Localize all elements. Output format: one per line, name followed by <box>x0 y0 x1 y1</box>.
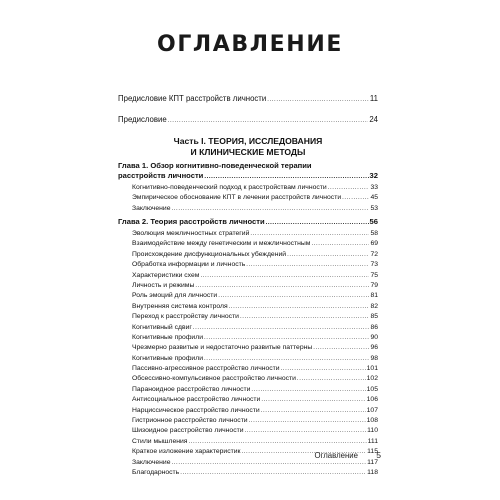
toc-entry[interactable] <box>118 204 378 214</box>
toc-entry-title: Стили мышления <box>132 437 188 445</box>
toc-entry-title: Гистрионное расстройство личности <box>132 417 248 425</box>
toc-entry-page: 111 <box>367 437 378 445</box>
dot-leader <box>251 385 365 395</box>
toc-entry[interactable] <box>118 406 378 416</box>
toc-entry-page: 58 <box>370 230 378 237</box>
toc-entry[interactable] <box>118 385 378 395</box>
toc-entry-title: Краткое изложение характеристик <box>132 448 241 456</box>
dot-leader <box>313 343 369 353</box>
toc-entry[interactable] <box>118 364 378 374</box>
toc-entry-title: Антисоциальное расстройство личности <box>132 396 261 404</box>
toc-entry-title: Нарциссическое расстройство личности <box>132 406 260 414</box>
toc-entry-foreword-kpt[interactable] <box>118 93 378 105</box>
chapter-2-list <box>118 229 378 478</box>
chapter-title-cont: расстройств личности <box>118 171 204 180</box>
chapter-1-list <box>118 183 378 214</box>
toc-entry[interactable] <box>118 333 378 343</box>
toc-entry-title: Эмпирическое обоснование КПТ в лечении расстройств личности <box>132 194 342 202</box>
toc-entry[interactable] <box>118 260 378 270</box>
toc-entry-page: 75 <box>370 271 378 279</box>
dot-leader <box>229 302 370 312</box>
toc-entry-title: Шизоидное расстройство личности <box>132 427 244 435</box>
toc-entry-page: 82 <box>370 302 378 310</box>
toc-entry-title: Когнитивный сдвиг <box>132 323 192 331</box>
toc-entry-page: 90 <box>370 333 378 341</box>
chapter-page: 56 <box>369 217 378 226</box>
dot-leader <box>195 281 369 291</box>
toc-entry-title: Заключение <box>132 204 171 212</box>
toc-entry-page: 45 <box>370 194 378 202</box>
toc-entry[interactable] <box>118 374 378 384</box>
toc-entry[interactable] <box>118 354 378 364</box>
dot-leader <box>328 183 370 193</box>
dot-leader <box>188 437 366 447</box>
toc-entry-title: Заключение <box>132 458 171 466</box>
toc-entry-title: Обработка информации и личность <box>132 261 246 269</box>
dot-leader <box>204 333 369 343</box>
toc-entry-title: Пассивно-агрессивное расстройство личности <box>132 365 280 373</box>
toc-entry-title: Происхождение дисфункциональных убеждений <box>132 250 287 258</box>
dot-leader <box>261 395 365 405</box>
dot-leader <box>311 239 369 249</box>
toc-entry-foreword[interactable] <box>118 114 378 126</box>
toc-entry[interactable] <box>118 281 378 291</box>
toc-entry-page: 115 <box>367 448 378 456</box>
page-number: 5 <box>376 450 381 460</box>
toc-entry[interactable] <box>118 229 378 239</box>
toc-entry-title: Благодарность <box>132 468 180 476</box>
toc-entry[interactable] <box>118 239 378 249</box>
dot-leader <box>342 193 369 203</box>
chapter-title: Глава 2. Теория расстройств личности <box>118 217 265 226</box>
toc-entry-title: Когнитивные профили <box>132 354 203 362</box>
toc-entry-title: Предисловие <box>118 115 167 124</box>
dot-leader <box>261 406 366 416</box>
toc-entry[interactable] <box>118 250 378 260</box>
dot-leader <box>193 323 370 333</box>
toc-entry-title: Эволюция межличностных стратегий <box>132 230 250 237</box>
toc-entry-page: 33 <box>370 184 378 191</box>
toc-entry-title: Обсессивно-компульсивное расстройство личности <box>132 375 296 383</box>
dot-leader <box>200 271 369 281</box>
toc-entry-page: 73 <box>370 261 378 269</box>
chapter-1-heading-line1[interactable] <box>118 161 378 171</box>
toc-entry-page: 86 <box>370 323 378 331</box>
toc-entry-page: 96 <box>370 344 378 352</box>
chapter-2-heading[interactable] <box>118 217 378 228</box>
toc-entry[interactable] <box>118 193 378 203</box>
toc-entry-page: 105 <box>366 385 378 393</box>
toc-entry-page: 118 <box>367 468 378 476</box>
toc-entry-title: Роль эмоций для личности <box>132 292 218 300</box>
toc-entry[interactable] <box>118 291 378 301</box>
toc-entry-title: Переход к расстройству личности <box>132 313 239 321</box>
dot-leader <box>249 416 366 426</box>
toc-entry-page: 81 <box>370 292 378 300</box>
toc-entry[interactable] <box>118 183 378 193</box>
toc-entry[interactable] <box>118 416 378 426</box>
toc-entry-title: Характеристики схем <box>132 271 200 279</box>
toc-entry-title: Когнитивно-поведенческий подход к расстройствам личности <box>132 184 327 191</box>
toc-entry[interactable] <box>118 271 378 281</box>
toc-entry-page: 117 <box>367 458 378 466</box>
toc-entry-title: Предисловие КПТ расстройств личности <box>118 94 267 103</box>
toc-entry[interactable] <box>118 468 378 478</box>
dot-leader <box>180 468 366 478</box>
part-title-line1: Часть I. ТЕОРИЯ, ИССЛЕДОВАНИЯ <box>173 136 323 146</box>
toc-entry-page: 108 <box>366 417 378 425</box>
dot-leader <box>172 204 370 214</box>
chapter-2 <box>118 217 378 478</box>
toc-entry-page: 72 <box>370 250 378 258</box>
part-title-line2: И КЛИНИЧЕСКИЕ МЕТОДЫ <box>190 147 306 157</box>
dot-leader <box>245 426 367 436</box>
chapter-title: Глава 1. Обзор когнитивно-поведенческой терапии <box>118 161 312 170</box>
running-footer-label: Оглавление <box>314 451 358 460</box>
toc-entry-page: 106 <box>366 396 378 404</box>
toc-entry-page: 53 <box>370 204 378 212</box>
toc-entry-page: 11 <box>369 94 378 103</box>
toc-entry-page: 98 <box>370 354 378 362</box>
toc-entry-page: 102 <box>366 375 378 383</box>
dot-leader <box>246 260 369 270</box>
toc-entry-page: 24 <box>369 115 378 124</box>
chapter-page: 32 <box>369 171 378 180</box>
toc-entry-title: Когнитивные профили <box>132 333 203 341</box>
toc-entry-page: 110 <box>367 427 378 435</box>
part-heading <box>118 136 378 158</box>
toc-entry-page: 79 <box>370 281 378 289</box>
toc-entry-title: Взаимодействие между генетическим и межличностным <box>132 240 311 248</box>
toc-entry[interactable] <box>118 312 378 322</box>
dot-leader <box>204 172 368 182</box>
dot-leader <box>281 364 366 374</box>
dot-leader <box>297 374 366 384</box>
toc-entry-title: Личность и режимы <box>132 281 195 289</box>
dot-leader <box>240 312 369 322</box>
toc-entry[interactable] <box>118 395 378 405</box>
dot-leader <box>267 94 369 105</box>
dot-leader <box>287 250 369 260</box>
page-title: ОГЛАВЛЕНИЕ <box>157 32 343 57</box>
dot-leader <box>218 291 369 301</box>
toc-entry[interactable] <box>118 437 378 447</box>
toc-entry[interactable] <box>118 302 378 312</box>
dot-leader <box>250 229 369 239</box>
chapter-1-heading-line2[interactable] <box>118 171 378 182</box>
toc-entry-title: Параноидное расстройство личности <box>132 385 251 393</box>
toc-entry-page: 85 <box>370 313 378 321</box>
toc-entry-page: 107 <box>366 406 378 414</box>
toc-entry[interactable] <box>118 343 378 353</box>
chapter-1 <box>118 161 378 214</box>
dot-leader <box>204 354 369 364</box>
toc-entry-page: 69 <box>370 240 378 248</box>
dot-leader <box>266 218 369 228</box>
front-matter <box>118 93 378 126</box>
toc-entry[interactable] <box>118 426 378 436</box>
toc-entry-page: 101 <box>366 365 378 373</box>
toc-entry[interactable] <box>118 323 378 333</box>
toc-entry-title: Внутренняя система контроля <box>132 302 228 310</box>
toc-entry-title: Чрезмерно развитые и недостаточно развитые паттерны <box>132 344 313 352</box>
dot-leader <box>168 115 369 126</box>
